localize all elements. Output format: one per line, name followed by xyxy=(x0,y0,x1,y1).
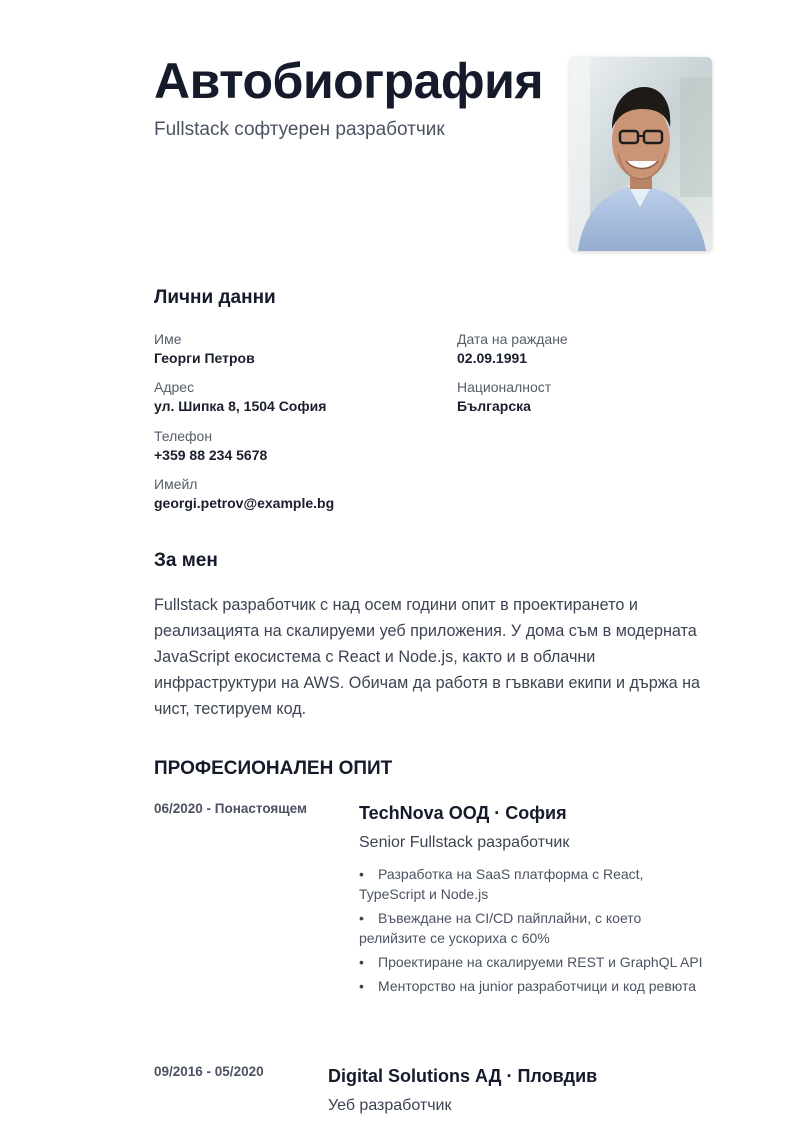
about-heading: За мен xyxy=(154,550,218,571)
bullet-text: Разработка на SaaS платформа с React, TypeScript и Node.js xyxy=(359,866,644,902)
bullet-text: Въвеждане на CI/CD пайплайни, с което релийзите се ускориха с 60% xyxy=(359,910,642,946)
job-role: Уеб разработчик xyxy=(328,1097,452,1114)
list-item: • Проектиране на скалируеми REST и GraphQL API xyxy=(359,954,703,970)
field-value: ул. Шипка 8, 1504 София xyxy=(154,398,327,414)
field-birthdate xyxy=(457,330,707,368)
job-role: Senior Fullstack разработчик xyxy=(359,834,570,851)
about-text: Fullstack разработчик с над осем години опит в проектирането и реализацията на скалируеми уеб приложения. У дома съм в модерната JavaScript екосистема с React и Node.js, както и в облачни инфраструктури на AWS. Обичам да работя в гъвкави екипи и държа на чист, тестируем код. xyxy=(154,596,701,718)
page-title: Автобиография xyxy=(154,53,544,109)
bullet-text: Менторство на junior разработчици и код ревюта xyxy=(378,978,697,994)
job-responsibilities xyxy=(359,864,704,1000)
field-label: Име xyxy=(154,331,182,347)
cv-page xyxy=(154,0,714,1131)
field-phone xyxy=(154,427,454,465)
list-item: • Въвеждане на CI/CD пайплайни, с което релийзите се ускориха с 60% xyxy=(359,910,642,946)
field-name xyxy=(154,330,454,368)
field-value: georgi.petrov@example.bg xyxy=(154,495,335,511)
bullet-text: Проектиране на скалируеми REST и GraphQL API xyxy=(378,954,703,970)
field-value: Георги Петров xyxy=(154,350,255,366)
field-nationality xyxy=(457,378,707,416)
field-address xyxy=(154,378,454,416)
field-label: Имейл xyxy=(154,476,198,492)
list-item: • Разработка на SaaS платформа с React, TypeScript и Node.js xyxy=(359,866,644,902)
job-dates: 06/2020 - Понастоящем xyxy=(154,801,308,816)
field-label: Националност xyxy=(457,379,552,395)
personal-data-heading: Лични данни xyxy=(154,287,276,308)
job-dates: 09/2016 - 05/2020 xyxy=(154,1064,264,1079)
field-label: Дата на раждане xyxy=(457,331,568,347)
page-subtitle: Fullstack софтуерен разработчик xyxy=(154,119,445,140)
list-item: • Менторство на junior разработчици и код ревюта xyxy=(359,978,697,994)
field-email xyxy=(154,475,454,513)
field-value: Българска xyxy=(457,398,531,414)
field-value: 02.09.1991 xyxy=(457,350,528,366)
field-value: +359 88 234 5678 xyxy=(154,447,268,463)
field-label: Адрес xyxy=(154,379,195,395)
profile-photo xyxy=(570,57,712,251)
job-company: TechNova ООД · София xyxy=(359,803,567,823)
field-label: Телефон xyxy=(154,428,213,444)
job-company: Digital Solutions АД · Пловдив xyxy=(328,1066,598,1086)
experience-heading: ПРОФЕСИОНАЛЕН ОПИТ xyxy=(154,758,393,779)
